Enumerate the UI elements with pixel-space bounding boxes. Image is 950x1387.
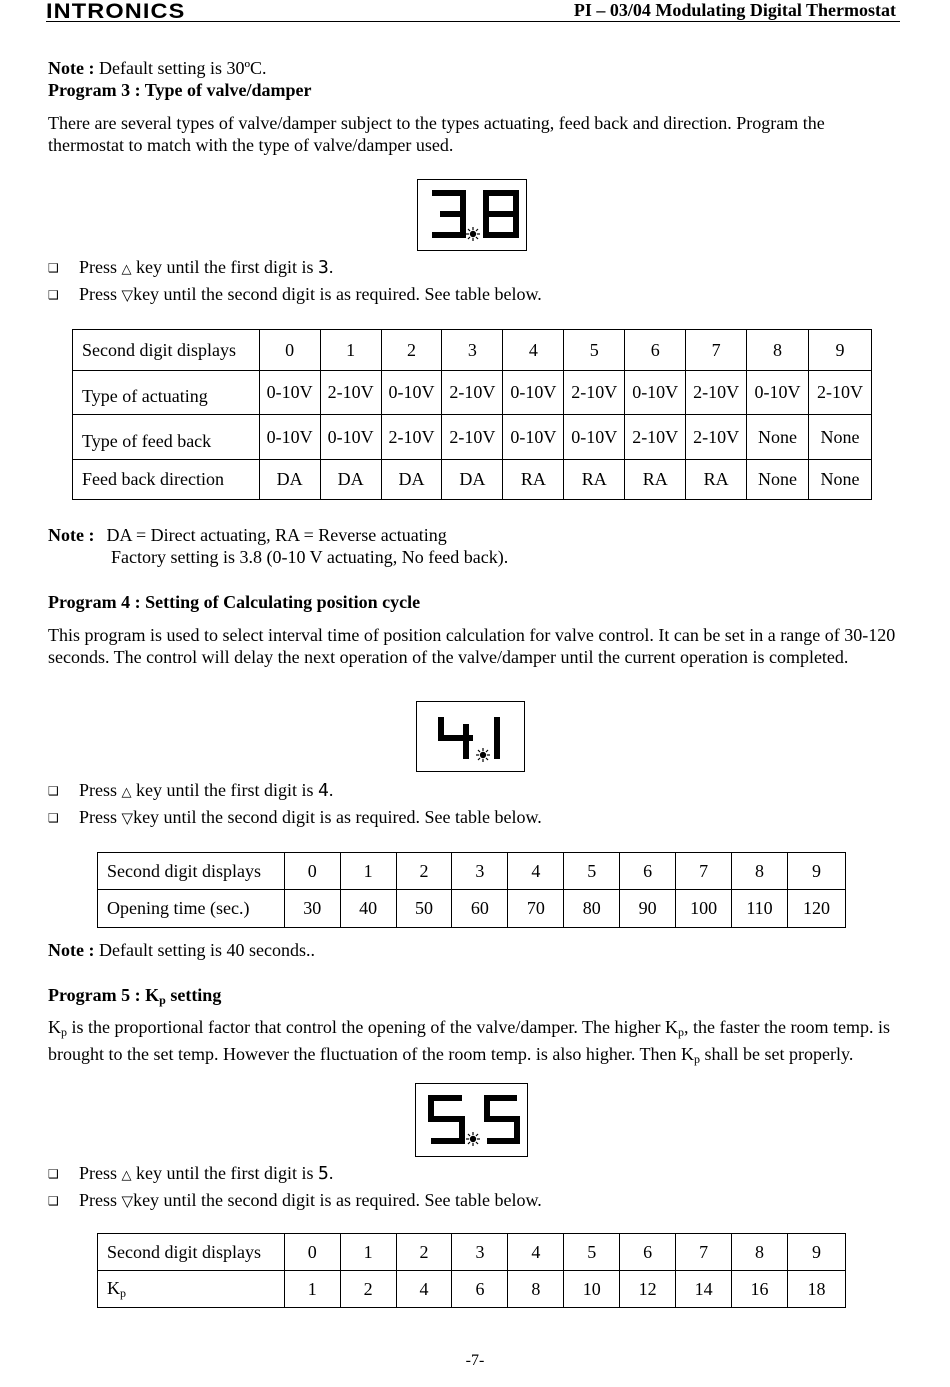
table-cell: 2-10V (809, 371, 872, 415)
lcd-display-4-1 (416, 701, 525, 772)
step-text: key until the first digit is (131, 257, 319, 277)
lcd-digit-5 (431, 1098, 462, 1141)
table-cell: 3 (442, 330, 503, 371)
table-row (98, 853, 846, 890)
table-cell: 3 (452, 1234, 508, 1271)
table-row-label: Feed back direction (73, 460, 260, 500)
table-cell: 0 (284, 1234, 340, 1271)
lcd-display-5-5 (415, 1083, 528, 1157)
table-cell: 90 (620, 890, 676, 928)
table-cell: 2-10V (686, 415, 747, 460)
note-default-30 (48, 57, 267, 79)
para-text: K (48, 1017, 61, 1037)
lcd-display-3-8 (417, 179, 527, 251)
table-cell: 50 (396, 890, 452, 928)
program3-step2 (79, 283, 542, 306)
table-cell: 70 (508, 890, 564, 928)
lcd-digits-4-1 (417, 702, 524, 771)
table-cell: 30 (284, 890, 340, 928)
table-row (73, 330, 872, 371)
table-cell: 0-10V (320, 415, 381, 460)
table-cell: 8 (508, 1271, 564, 1308)
table-cell: 8 (747, 330, 809, 371)
table-cell: 2 (340, 1271, 396, 1308)
lcd-digit-5 (487, 1098, 517, 1141)
table-cell: 8 (732, 853, 788, 890)
table-cell: 2-10V (320, 371, 381, 415)
checkbox-bullet-icon: ❑ (48, 784, 59, 798)
table-cell: 2-10V (625, 415, 686, 460)
step-digit: 3 (318, 257, 329, 278)
step-end: . (328, 1163, 334, 1183)
table-cell: 1 (340, 853, 396, 890)
table-row-label: Type of actuating (73, 371, 260, 415)
table-cell: 110 (732, 890, 788, 928)
table-row (98, 890, 846, 928)
step-text: key until the first digit is (131, 1163, 319, 1183)
subscript-p: p (159, 993, 166, 1007)
step-text: Press (79, 1190, 122, 1210)
table-cell: 6 (625, 330, 686, 371)
table-cell: DA (381, 460, 442, 500)
table-cell: 0 (284, 853, 340, 890)
note-text: Default setting is 30ºC. (94, 58, 267, 78)
program4-step1 (79, 779, 333, 804)
table-cell: 2-10V (381, 415, 442, 460)
table-cell: None (809, 415, 872, 460)
up-triangle-icon: △ (121, 1168, 132, 1183)
table-cell: 16 (732, 1271, 788, 1308)
kp-label: K (107, 1277, 120, 1298)
step-text: Press (79, 257, 122, 277)
sun-icon (466, 227, 480, 241)
table-cell: 5 (564, 853, 620, 890)
program3-step1 (79, 256, 333, 281)
table-row (98, 1271, 846, 1308)
table-cell: 8 (732, 1234, 788, 1271)
table-cell: 4 (508, 853, 564, 890)
table-cell: DA (259, 460, 320, 500)
program4-table (97, 852, 846, 928)
step-text: key until the first digit is (131, 780, 319, 800)
checkbox-bullet-icon: ❑ (48, 261, 59, 275)
table-cell: 0-10V (503, 415, 564, 460)
table-row (98, 1234, 846, 1271)
table-cell: 3 (452, 853, 508, 890)
table-cell: 2-10V (686, 371, 747, 415)
table-row-label: Opening time (sec.) (98, 890, 285, 928)
note-text: DA = Direct actuating, RA = Reverse actuating (106, 525, 447, 545)
step-text: Press (79, 1163, 122, 1183)
sun-icon (466, 1132, 480, 1146)
table-cell: 2 (381, 330, 442, 371)
program5-table (97, 1233, 846, 1308)
lcd-digits-5-5 (416, 1084, 527, 1156)
table-cell: 7 (676, 1234, 732, 1271)
down-triangle-icon: ▽ (121, 286, 134, 304)
table-row-label: Second digit displays (73, 330, 260, 371)
program3-table (72, 329, 872, 500)
table-cell: 7 (676, 853, 732, 890)
table-cell: RA (564, 460, 625, 500)
subscript-p: p (120, 1285, 126, 1300)
table-cell: 7 (686, 330, 747, 371)
program3-heading-text: Program 3 : Type of valve/damper (48, 80, 312, 100)
sun-icon (476, 748, 490, 762)
step-text: key until the second digit is as required. See table below. (133, 1190, 542, 1210)
program5-heading-text: Program 5 : K (48, 985, 160, 1005)
subscript-p: p (694, 1052, 701, 1066)
table-row (73, 371, 872, 415)
table-cell: 2 (396, 853, 452, 890)
table-cell: 1 (340, 1234, 396, 1271)
table-cell: 9 (787, 853, 845, 890)
step-digit: 5 (318, 1163, 329, 1184)
table-cell: 0-10V (259, 371, 320, 415)
program4-paragraph: This program is used to select interval time of position calculation for valve control. It can be set in a range of 30-120 seconds. The control will delay the next operation of the valve/damper until the current operation is completed. (48, 625, 896, 667)
step-text: key until the second digit is as required. See table below. (133, 807, 542, 827)
para-text: is the proportional factor that control the opening of the valve/damper. The higher K (67, 1017, 678, 1037)
table-cell: 80 (564, 890, 620, 928)
table-cell: 60 (452, 890, 508, 928)
table-cell: 1 (284, 1271, 340, 1308)
down-triangle-icon: ▽ (121, 1192, 134, 1210)
program5-step1 (79, 1162, 333, 1187)
lcd-digit-4 (441, 717, 473, 759)
header-rule (46, 21, 900, 22)
table-cell: 100 (676, 890, 732, 928)
table-cell: 0-10V (747, 371, 809, 415)
table-cell: 9 (809, 330, 872, 371)
program4-heading (48, 591, 420, 613)
table-cell: 0-10V (503, 371, 564, 415)
document-title: PI – 03/04 Modulating Digital Thermostat (573, 0, 896, 20)
program3-heading (48, 79, 311, 101)
down-triangle-icon: ▽ (121, 809, 134, 827)
table-cell: 5 (564, 330, 625, 371)
table-cell: 12 (620, 1271, 676, 1308)
page-number: -7- (465, 1352, 485, 1369)
table-cell: 2 (396, 1234, 452, 1271)
checkbox-bullet-icon: ❑ (48, 811, 59, 825)
up-triangle-icon: △ (121, 785, 132, 800)
program4-step2 (79, 806, 542, 829)
intronics-logo: INTRONICS (46, 0, 186, 23)
para-text: , the faster the room temp. is brought to the set temp. However the fluctuation of the room temp. is also higher. Then K (48, 1017, 890, 1064)
note-label: Note : (48, 58, 95, 78)
para-text: shall be set properly. (700, 1044, 854, 1064)
table-row-label: Second digit displays (98, 853, 285, 890)
program3-note-line2: Factory setting is 3.8 (0-10 V actuating, No feed back). (111, 547, 509, 567)
table-cell: 4 (508, 1234, 564, 1271)
lcd-digit-8 (486, 193, 516, 235)
table-cell: 40 (340, 890, 396, 928)
table-cell: 0-10V (625, 371, 686, 415)
step-end: . (328, 257, 334, 277)
table-cell: 6 (620, 1234, 676, 1271)
step-digit: 4 (318, 780, 329, 801)
table-cell: 18 (787, 1271, 845, 1308)
step-text: Press (79, 780, 122, 800)
program3-paragraph: There are several types of valve/damper subject to the types actuating, feed back and direction. Program the thermostat to match with the type of valve/damper used. (48, 113, 825, 155)
program4-note (48, 939, 315, 961)
table-cell: 14 (676, 1271, 732, 1308)
note-label: Note : (48, 940, 95, 960)
table-cell: 5 (564, 1234, 620, 1271)
program3-note-line1 (48, 524, 447, 546)
table-row-label: Type of feed back (73, 415, 260, 460)
table-cell: 4 (396, 1271, 452, 1308)
table-row-label: Second digit displays (98, 1234, 285, 1271)
table-cell: RA (503, 460, 564, 500)
step-text: key until the second digit is as required. See table below. (133, 284, 542, 304)
table-cell: 1 (320, 330, 381, 371)
step-text: Press (79, 284, 122, 304)
lcd-digits-3-8 (418, 180, 526, 250)
table-cell: 2-10V (442, 371, 503, 415)
subscript-p: p (61, 1025, 67, 1039)
table-row (73, 460, 872, 500)
table-cell: DA (442, 460, 503, 500)
table-cell: 10 (564, 1271, 620, 1308)
table-cell: 0-10V (381, 371, 442, 415)
table-cell: 120 (787, 890, 845, 928)
program5-heading-text: setting (165, 985, 222, 1005)
table-cell: 0 (259, 330, 320, 371)
table-cell: RA (625, 460, 686, 500)
step-text: Press (79, 807, 122, 827)
up-triangle-icon: △ (121, 262, 132, 277)
program5-step2 (79, 1189, 542, 1212)
checkbox-bullet-icon: ❑ (48, 1167, 59, 1181)
table-cell: 0-10V (564, 415, 625, 460)
table-cell: 4 (503, 330, 564, 371)
table-cell: None (747, 460, 809, 500)
table-row-label (98, 1271, 285, 1308)
table-cell: 0-10V (259, 415, 320, 460)
table-cell: 2-10V (442, 415, 503, 460)
lcd-digit-3 (432, 193, 463, 235)
program5-paragraph (48, 1016, 900, 1070)
program4-heading-text: Program 4 : Setting of Calculating position cycle (48, 592, 421, 612)
checkbox-bullet-icon: ❑ (48, 1194, 59, 1208)
table-row (73, 415, 872, 460)
table-cell: 2-10V (564, 371, 625, 415)
table-cell: 6 (620, 853, 676, 890)
table-cell: None (747, 415, 809, 460)
table-cell: RA (686, 460, 747, 500)
note-text: Default setting is 40 seconds.. (94, 940, 315, 960)
table-cell: 9 (787, 1234, 845, 1271)
checkbox-bullet-icon: ❑ (48, 288, 59, 302)
table-cell: 6 (452, 1271, 508, 1308)
step-end: . (328, 780, 334, 800)
table-cell: None (809, 460, 872, 500)
subscript-p: p (678, 1025, 684, 1039)
program5-heading (48, 984, 221, 1011)
note-label: Note : (48, 525, 95, 545)
table-cell: DA (320, 460, 381, 500)
